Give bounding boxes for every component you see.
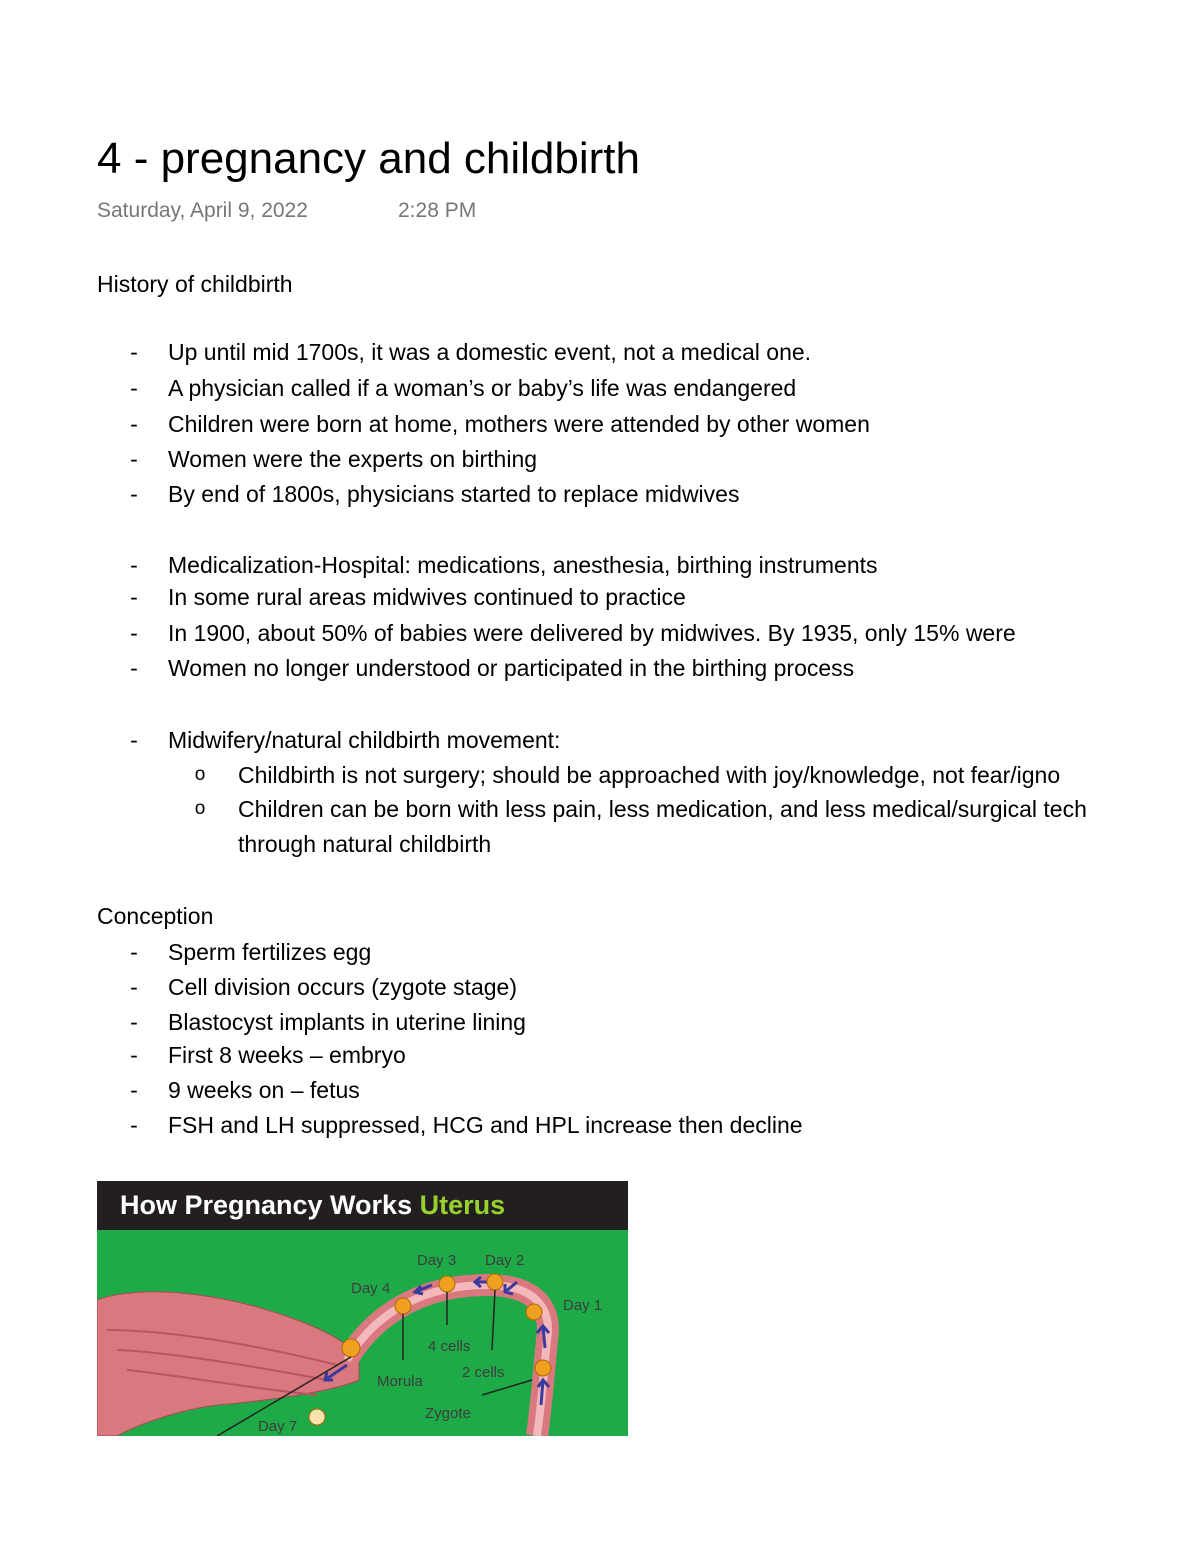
cell bbox=[342, 1339, 360, 1357]
list-item-text: Up until mid 1700s, it was a domestic event, not a medical one. bbox=[168, 339, 812, 365]
sub-list-item-continuation bbox=[0, 831, 1200, 861]
uterus-drawing bbox=[97, 1230, 628, 1436]
sub-list-item-text: Children can be born with less pain, less medication, and less medical/surgical tech bbox=[238, 796, 1087, 822]
cell bbox=[309, 1409, 325, 1425]
dash-bullet: - bbox=[130, 1112, 138, 1138]
pointer-line bbox=[482, 1380, 532, 1395]
section-heading-history: History of childbirth bbox=[97, 271, 293, 297]
dash-bullet: - bbox=[130, 481, 138, 507]
list-item bbox=[0, 584, 1200, 614]
sub-list-item-text: through natural childbirth bbox=[238, 831, 492, 857]
list-item bbox=[0, 727, 1200, 757]
label-day4: Day 4 bbox=[351, 1280, 391, 1297]
list-item-text: Medicalization-Hospital: medications, anesthesia, birthing instruments bbox=[168, 552, 878, 578]
list-item-text: Cell division occurs (zygote stage) bbox=[168, 974, 517, 1000]
list-item-text: By end of 1800s, physicians started to replace midwives bbox=[168, 481, 740, 507]
label-morula: Morula bbox=[377, 1373, 423, 1390]
list-item-text: FSH and LH suppressed, HCG and HPL increase then decline bbox=[168, 1112, 803, 1138]
list-item-text: 9 weeks on – fetus bbox=[168, 1077, 360, 1103]
illustration-body bbox=[97, 1230, 628, 1436]
sub-list-item bbox=[0, 796, 1200, 826]
list-item-text: Women were the experts on birthing bbox=[168, 446, 538, 472]
list-item-text: Blastocyst implants in uterine lining bbox=[168, 1009, 526, 1035]
list-item bbox=[0, 375, 1200, 405]
dash-bullet: - bbox=[130, 727, 138, 753]
list-item bbox=[0, 1112, 1200, 1142]
list-item bbox=[0, 411, 1200, 441]
label-4-cells: 4 cells bbox=[428, 1338, 471, 1355]
dash-bullet: - bbox=[130, 446, 138, 472]
list-item bbox=[0, 620, 1200, 650]
list-item-text: Midwifery/natural childbirth movement: bbox=[168, 727, 561, 753]
pointer-line bbox=[492, 1290, 495, 1350]
label-day7: Day 7 bbox=[258, 1418, 298, 1435]
list-item bbox=[0, 974, 1200, 1004]
list-item-text: First 8 weeks – embryo bbox=[168, 1042, 406, 1068]
list-item bbox=[0, 655, 1200, 685]
list-item bbox=[0, 446, 1200, 476]
dash-bullet: - bbox=[130, 620, 138, 646]
cell bbox=[439, 1276, 455, 1292]
list-item bbox=[0, 552, 1200, 582]
label-zygote: Zygote bbox=[425, 1405, 471, 1422]
list-item-text: A physician called if a woman’s or baby’s life was endangered bbox=[168, 375, 797, 401]
list-item bbox=[0, 939, 1200, 969]
list-item bbox=[0, 1077, 1200, 1107]
dash-bullet: - bbox=[130, 1077, 138, 1103]
page-time: 2:28 PM bbox=[398, 199, 477, 222]
dash-bullet: - bbox=[130, 375, 138, 401]
cell bbox=[526, 1304, 542, 1320]
dash-bullet: - bbox=[130, 411, 138, 437]
list-item-text: In some rural areas midwives continued to practice bbox=[168, 584, 686, 610]
cell bbox=[535, 1360, 551, 1376]
list-item bbox=[0, 1009, 1200, 1039]
label-2-cells: 2 cells bbox=[462, 1364, 505, 1381]
dash-bullet: - bbox=[130, 1042, 138, 1068]
dash-bullet: - bbox=[130, 974, 138, 1000]
circle-bullet: o bbox=[194, 764, 206, 785]
list-item-text: Sperm fertilizes egg bbox=[168, 939, 372, 965]
sub-list-item-text: Childbirth is not surgery; should be approached with joy/knowledge, not fear/igno bbox=[238, 762, 1061, 788]
illustration-header bbox=[97, 1181, 628, 1230]
illustration-title bbox=[120, 1190, 505, 1221]
dash-bullet: - bbox=[130, 339, 138, 365]
pregnancy-illustration bbox=[97, 1181, 628, 1436]
list-item-text: In 1900, about 50% of babies were delivered by midwives. By 1935, only 15% were bbox=[168, 620, 1016, 646]
dash-bullet: - bbox=[130, 939, 138, 965]
circle-bullet: o bbox=[194, 798, 206, 819]
dash-bullet: - bbox=[130, 1009, 138, 1035]
illustration-title-main: How Pregnancy Works bbox=[120, 1190, 413, 1220]
illustration-title-accent: Uterus bbox=[419, 1190, 506, 1220]
label-day2: Day 2 bbox=[485, 1252, 525, 1269]
list-item-text: Children were born at home, mothers were attended by other women bbox=[168, 411, 870, 437]
sub-list-item bbox=[0, 762, 1200, 792]
label-day1: Day 1 bbox=[563, 1297, 603, 1314]
page-date: Saturday, April 9, 2022 bbox=[97, 199, 308, 222]
label-day3: Day 3 bbox=[417, 1252, 457, 1269]
list-item-text: Women no longer understood or participated in the birthing process bbox=[168, 655, 855, 681]
cell bbox=[487, 1274, 503, 1290]
page-title: 4 - pregnancy and childbirth bbox=[97, 134, 640, 183]
cell bbox=[395, 1298, 411, 1314]
dash-bullet: - bbox=[130, 584, 138, 610]
dash-bullet: - bbox=[130, 552, 138, 578]
section-heading-conception: Conception bbox=[97, 903, 214, 929]
list-item bbox=[0, 1042, 1200, 1072]
dash-bullet: - bbox=[130, 655, 138, 681]
list-item bbox=[0, 339, 1200, 369]
list-item bbox=[0, 481, 1200, 511]
